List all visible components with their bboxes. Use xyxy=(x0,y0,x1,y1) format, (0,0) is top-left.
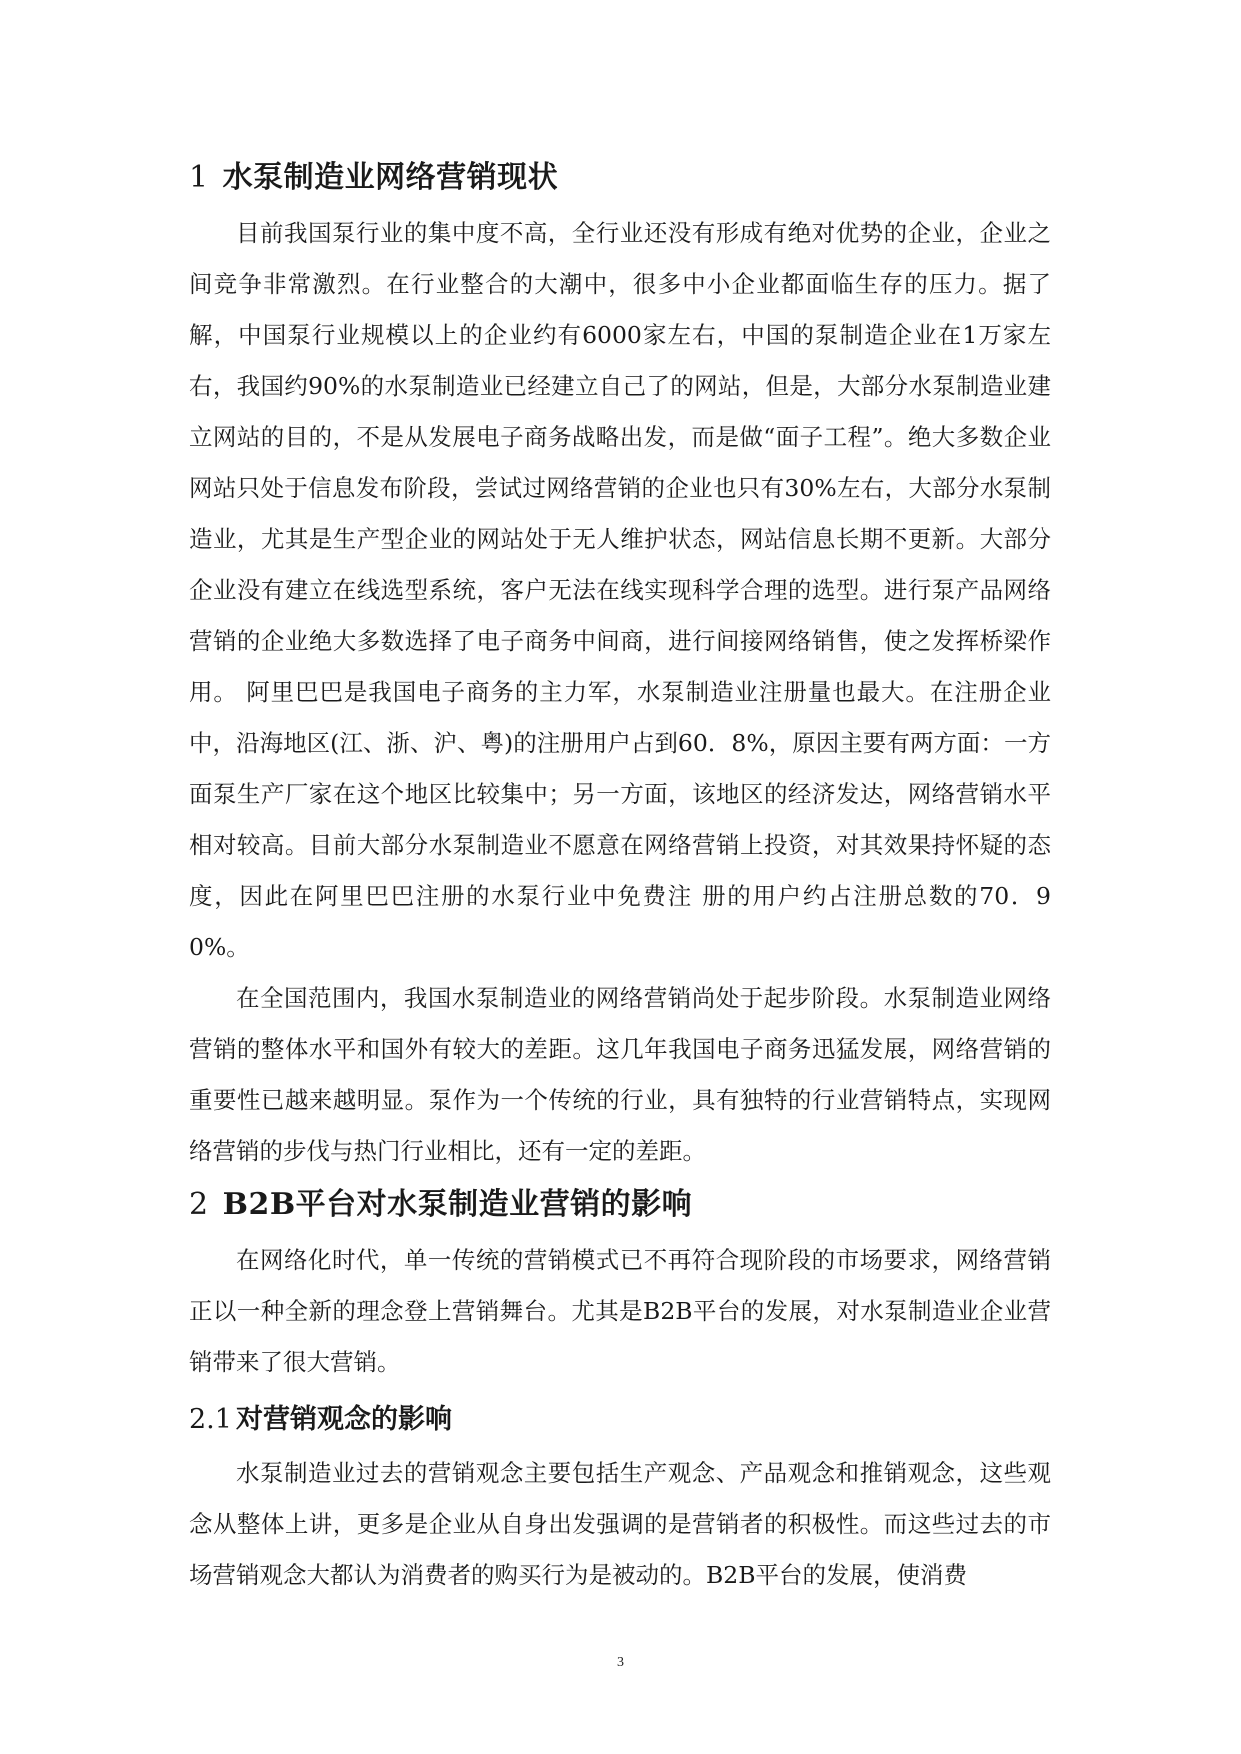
section-1-paragraph-1: 目前我国泵行业的集中度不高，全行业还没有形成有绝对优势的企业，企业之间竞争非常激烈。在行业整合的大潮中，很多中小企业都面临生存的压力。据了解，中国泵行业规模以上的企业约有6000家左右，中国的泵制造企业在1万家左右，我国约90%的水泵制造业已经建立自己了的网站，但是，大部分水泵制造业建立网站的目的，不是从发展电子商务战略出发，而是做“面子工程”。绝大多数企业网站只处于信息发布阶段，尝试过网络营销的企业也只有30%左右，大部分水泵制造业，尤其是生产型企业的网站处于无人维护状态，网站信息长期不更新。大部分企业没有建立在线选型系统，客户无法在线实现科学合理的选型。进行泵产品网络营销的企业绝大多数选择了电子商务中间商，进行间接网络销售，使之发挥桥梁作用。 阿里巴巴是我国电子商务的主力军，水泵制造业注册量也最大。在注册企业中，沿海地区(江、浙、沪、粤)的注册用户占到60．8%，原因主要有两方面：一方面泵生产厂家在这个地区比较集中；另一方面，该地区的经济发达，网络营销水平相对较高。目前大部分水泵制造业不愿意在网络营销上投资，对其效果持怀疑的态度，因此在阿里巴巴注册的水泵行业中免费注 册的用户约占注册总数的70．90%。 xyxy=(189,219,1051,961)
section-2-1-title: 对营销观念的影响 xyxy=(235,1404,452,1435)
section-2-heading xyxy=(189,1177,1051,1233)
section-2-title: B2B平台对水泵制造业营销的影响 xyxy=(222,1187,693,1222)
section-1-paragraph-2: 在全国范围内，我国水泵制造业的网络营销尚处于起步阶段。水泵制造业网络营销的整体水平和国外有较大的差距。这几年我国电子商务迅猛发展，网络营销的重要性已越来越明显。泵作为一个传统的行业，具有独特的行业营销特点，实现网络营销的步伐与热门行业相比，还有一定的差距。 xyxy=(189,984,1051,1165)
section-2-1-paragraph-1: 水泵制造业过去的营销观念主要包括生产观念、产品观念和推销观念，这些观念从整体上讲，更多是企业从自身出发强调的是营销者的积极性。而这些过去的市场营销观念大都认为消费者的购买行为是被动的。B2B平台的发展，使消费 xyxy=(189,1459,1051,1589)
section-2-paragraph-1: 在网络化时代，单一传统的营销模式已不再符合现阶段的市场要求，网络营销正以一种全新的理念登上营销舞台。尤其是B2B平台的发展，对水泵制造业企业营销带来了很大营销。 xyxy=(189,1246,1051,1376)
section-1-number: 1 xyxy=(189,160,209,195)
page-content xyxy=(189,150,1051,1601)
section-1-title: 水泵制造业网络营销现状 xyxy=(222,160,559,195)
section-1-heading xyxy=(189,150,1051,206)
section-2-1-number: 2.1 xyxy=(189,1404,232,1435)
section-2-1-heading xyxy=(189,1394,1051,1446)
page-number: 3 xyxy=(617,1655,624,1670)
section-2-number: 2 xyxy=(189,1187,209,1222)
